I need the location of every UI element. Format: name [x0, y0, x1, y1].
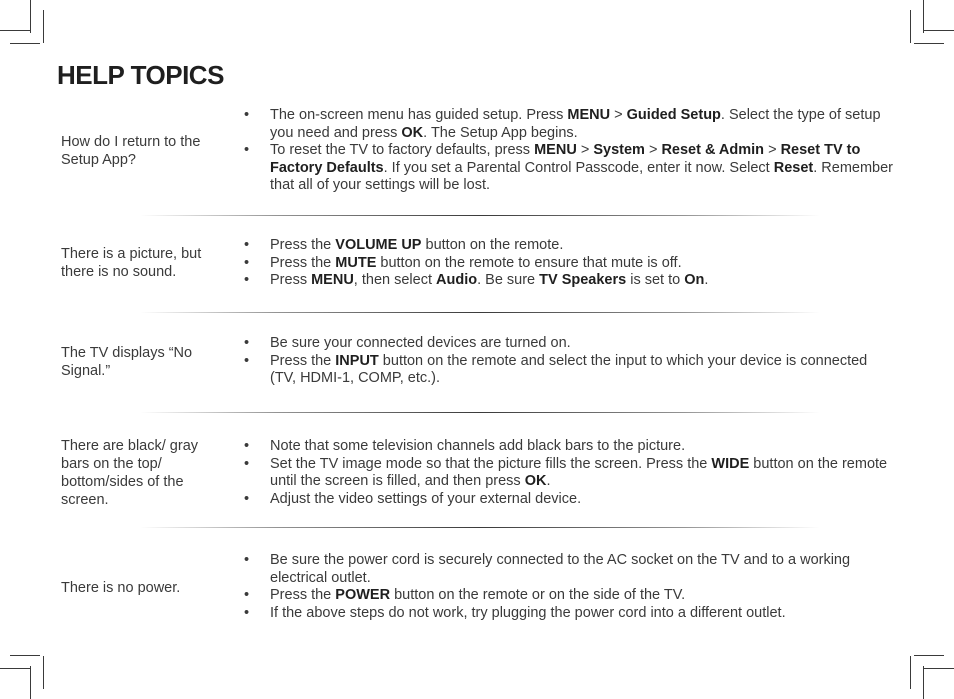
- answer-text: To reset the TV to factory defaults, press: [270, 142, 535, 158]
- answer-text: Note that some television channels add black bars to the picture.: [270, 438, 686, 454]
- crop-mark: [43, 656, 44, 689]
- crop-mark: [910, 656, 911, 689]
- bold-term: MENU: [567, 107, 611, 123]
- bold-term: Reset TV to Factory Defaults: [270, 142, 861, 176]
- topic-question: There are black/ gray bars on the top/ bottom/sides of the screen.: [61, 438, 199, 508]
- answer-text: button on the remote or on the side of the TV.: [390, 587, 686, 603]
- topic-question: How do I return to the Setup App?: [61, 134, 201, 168]
- answer-text: Adjust the video settings of your external device.: [270, 490, 582, 507]
- crop-mark: [43, 10, 44, 43]
- answer-item: [244, 587, 894, 605]
- answer-text: Press: [270, 272, 312, 288]
- answer-text: .: [546, 473, 551, 489]
- answer-text: button on the remote until the screen is filled, and then press: [270, 455, 888, 489]
- answer-text: . The Setup App begins.: [423, 124, 578, 141]
- crop-mark: [924, 668, 954, 669]
- answer-text: is set to: [626, 272, 685, 288]
- answer-text: Press the: [270, 254, 336, 271]
- bullet-icon: •: [244, 335, 250, 351]
- bullet-icon: •: [244, 455, 250, 472]
- bold-term: VOLUME UP: [335, 237, 422, 253]
- answer-text: button on the remote.: [421, 237, 564, 253]
- answer-text: Be sure your connected devices are turned on.: [270, 335, 571, 351]
- divider: [140, 215, 820, 216]
- crop-mark: [30, 0, 31, 33]
- answer-text: >: [644, 142, 662, 158]
- bold-term: MUTE: [335, 254, 377, 271]
- bold-term: POWER: [335, 587, 391, 603]
- topic-answers: [244, 552, 894, 622]
- answer-item: [244, 255, 894, 273]
- answer-text: Be sure the power cord is securely connected to the AC socket on the TV and to a working electrical outlet.: [270, 552, 851, 586]
- crop-mark: [923, 666, 924, 699]
- answer-item: [244, 456, 894, 491]
- crop-mark: [923, 0, 924, 33]
- bullet-icon: •: [244, 587, 250, 603]
- bullet-icon: •: [244, 438, 250, 454]
- answer-text: .: [704, 272, 709, 288]
- divider: [140, 527, 820, 528]
- topic-question: There is a picture, but there is no sound.: [61, 246, 202, 280]
- answer-item: [244, 438, 894, 456]
- topic-question: The TV displays “No Signal.”: [61, 345, 193, 379]
- bold-term: MENU: [534, 142, 577, 158]
- bullet-icon: •: [244, 552, 250, 568]
- bullet-icon: •: [244, 352, 250, 369]
- answer-text: >: [610, 107, 627, 123]
- answer-text: button on the remote to ensure that mute is off.: [376, 254, 682, 271]
- answer-text: The on-screen menu has guided setup. Press: [270, 107, 568, 123]
- answer-item: [244, 552, 894, 587]
- crop-mark: [914, 655, 944, 656]
- answer-text: If the above steps do not work, try plugging the power cord into a different outlet.: [270, 604, 786, 621]
- crop-mark: [10, 43, 40, 44]
- bold-term: System: [593, 142, 645, 158]
- bold-term: Audio: [436, 272, 478, 288]
- crop-mark: [10, 655, 40, 656]
- bold-term: Reset & Admin: [661, 142, 765, 158]
- bold-term: Reset: [773, 159, 814, 176]
- bullet-icon: •: [244, 107, 250, 123]
- answer-text: Press the: [270, 237, 336, 253]
- topic-question: There is no power.: [61, 580, 181, 596]
- bullet-icon: •: [244, 490, 250, 507]
- answer-text: . Remember that all of your settings will be lost.: [270, 159, 894, 193]
- answer-item: [244, 335, 894, 353]
- answer-item: [244, 237, 894, 255]
- topic-answers: [244, 438, 894, 508]
- bold-term: OK: [524, 473, 547, 489]
- divider: [140, 312, 820, 313]
- bullet-icon: •: [244, 254, 250, 271]
- crop-mark: [924, 30, 954, 31]
- topic-answers: [244, 237, 894, 290]
- crop-mark: [0, 30, 30, 31]
- answer-text: . Be sure: [477, 272, 540, 288]
- bold-term: On: [684, 272, 705, 288]
- bullet-icon: •: [244, 272, 250, 288]
- answer-item: [244, 272, 894, 290]
- bold-term: WIDE: [711, 455, 750, 472]
- bold-term: Guided Setup: [626, 107, 721, 123]
- bullet-icon: •: [244, 604, 250, 621]
- crop-mark: [910, 10, 911, 43]
- bold-term: TV Speakers: [539, 272, 627, 288]
- answer-item: [244, 491, 894, 509]
- bold-term: OK: [401, 124, 424, 141]
- answer-text: . Select the type of setup you need and press: [270, 107, 881, 141]
- answer-item: [244, 605, 894, 623]
- page-title: HELP TOPICS: [57, 60, 224, 90]
- answer-text: , then select: [353, 272, 437, 288]
- answer-text: >: [576, 142, 594, 158]
- bold-term: MENU: [311, 272, 354, 288]
- crop-mark: [914, 43, 944, 44]
- topic-answers: [244, 335, 894, 388]
- bullet-icon: •: [244, 237, 250, 253]
- answer-item: [244, 353, 894, 388]
- topic-answers: [244, 107, 894, 195]
- answer-item: [244, 107, 894, 142]
- answer-text: . If you set a Parental Control Passcode, enter it now. Select: [383, 159, 774, 176]
- answer-text: Press the: [270, 587, 336, 603]
- crop-mark: [0, 668, 30, 669]
- crop-mark: [30, 666, 31, 699]
- answer-item: [244, 142, 894, 195]
- answer-text: >: [764, 142, 781, 158]
- bullet-icon: •: [244, 142, 250, 158]
- divider: [140, 412, 820, 413]
- answer-text: Press the: [270, 352, 336, 369]
- answer-text: Set the TV image mode so that the picture fills the screen. Press the: [270, 455, 712, 472]
- bold-term: INPUT: [335, 352, 379, 369]
- answer-text: button on the remote and select the input to which your device is connected (TV, HDMI-1, COMP, etc.).: [270, 352, 868, 386]
